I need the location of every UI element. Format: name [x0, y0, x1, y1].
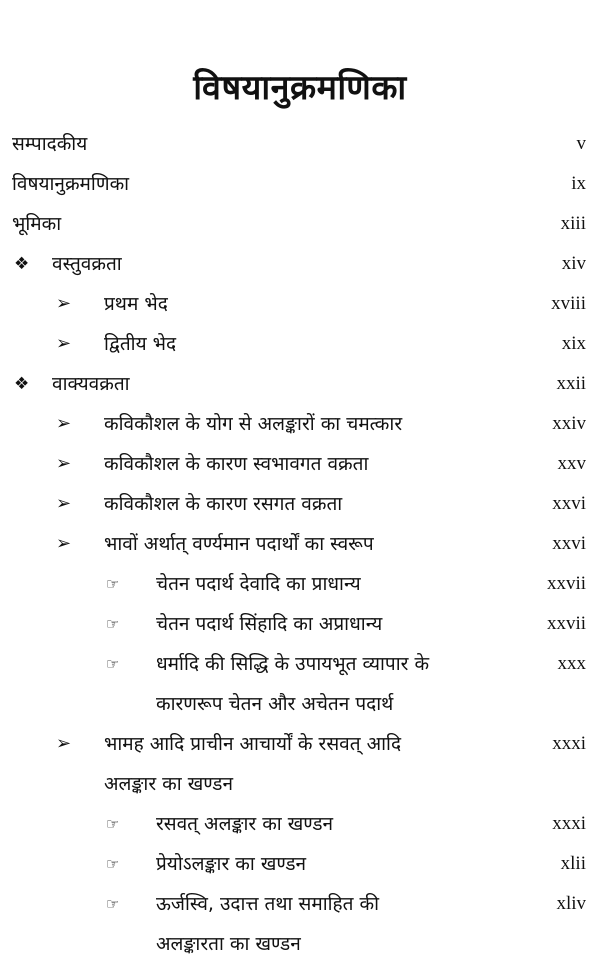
page-number: xix: [561, 333, 586, 354]
page-number: xxii: [556, 373, 586, 394]
page-number: xiv: [561, 253, 586, 274]
entry-title: प्रेयोऽलङ्कार का खण्डन: [156, 853, 307, 875]
page-number: xiii: [560, 213, 586, 234]
page-number: xxxi: [552, 813, 586, 834]
pointing-hand-icon: ☞: [106, 575, 120, 593]
arrow-bullet-icon: ➢: [56, 293, 72, 314]
entry-title: अलङ्कारता का खण्डन: [156, 933, 301, 955]
arrow-bullet-icon: ➢: [56, 733, 72, 754]
arrow-bullet-icon: ➢: [56, 453, 72, 474]
arrow-bullet-icon: ➢: [56, 413, 72, 434]
entry-title: प्रथम भेद: [104, 293, 168, 315]
entry-title: कारणरूप चेतन और अचेतन पदार्थ: [156, 693, 394, 715]
entry-title: चेतन पदार्थ देवादि का प्राधान्य: [156, 573, 361, 595]
entry-title: धर्मादि की सिद्धि के उपायभूत व्यापार के: [156, 653, 430, 675]
entry-title: भावों अर्थात् वर्ण्यमान पदार्थों का स्वरूप: [104, 533, 374, 555]
arrow-bullet-icon: ➢: [56, 333, 72, 354]
entry-title: चेतन पदार्थ सिंहादि का अप्राधान्य: [156, 613, 383, 635]
page-number: xxxi: [552, 733, 586, 754]
entry-title: सम्पादकीय: [12, 133, 88, 155]
page-number: xxvi: [552, 533, 586, 554]
entry-title: कविकौशल के कारण स्वभावगत वक्रता: [104, 453, 369, 475]
entry-title: वस्तुवक्रता: [52, 253, 122, 275]
pointing-hand-icon: ☞: [106, 855, 120, 873]
pointing-hand-icon: ☞: [106, 895, 120, 913]
entry-title: रसवत् अलङ्कार का खण्डन: [156, 813, 334, 835]
page-number: xxv: [557, 453, 586, 474]
diamond-bullet-icon: ❖: [14, 254, 30, 274]
entry-title: वाक्यवक्रता: [52, 373, 130, 395]
page-number: ix: [571, 173, 586, 194]
arrow-bullet-icon: ➢: [56, 533, 72, 554]
entry-title: कविकौशल के कारण रसगत वक्रता: [104, 493, 343, 515]
diamond-bullet-icon: ❖: [14, 374, 30, 394]
page-number: xxvi: [552, 493, 586, 514]
page-number: xviii: [551, 293, 586, 314]
arrow-bullet-icon: ➢: [56, 493, 72, 514]
page-title: विषयानुक्रमणिका: [193, 68, 407, 108]
page-number: xxiv: [552, 413, 586, 434]
entry-title: विषयानुक्रमणिका: [12, 173, 130, 195]
page-number: xliv: [556, 893, 586, 914]
page-number: xxx: [557, 653, 586, 674]
entry-title: अलङ्कार का खण्डन: [104, 773, 233, 795]
entry-title: कविकौशल के योग से अलङ्कारों का चमत्कार: [104, 413, 403, 435]
entry-title: भूमिका: [12, 213, 62, 235]
pointing-hand-icon: ☞: [106, 655, 120, 673]
entry-title: द्वितीय भेद: [104, 333, 177, 355]
pointing-hand-icon: ☞: [106, 615, 120, 633]
pointing-hand-icon: ☞: [106, 815, 120, 833]
page-number: xxvii: [546, 613, 586, 634]
page-number: xxvii: [546, 573, 586, 594]
entry-title: भामह आदि प्राचीन आचार्यों के रसवत् आदि: [104, 733, 402, 755]
page-number: xlii: [560, 853, 586, 874]
page-number: v: [576, 133, 586, 154]
entry-title: ऊर्जस्वि, उदात्त तथा समाहित की: [156, 893, 380, 915]
